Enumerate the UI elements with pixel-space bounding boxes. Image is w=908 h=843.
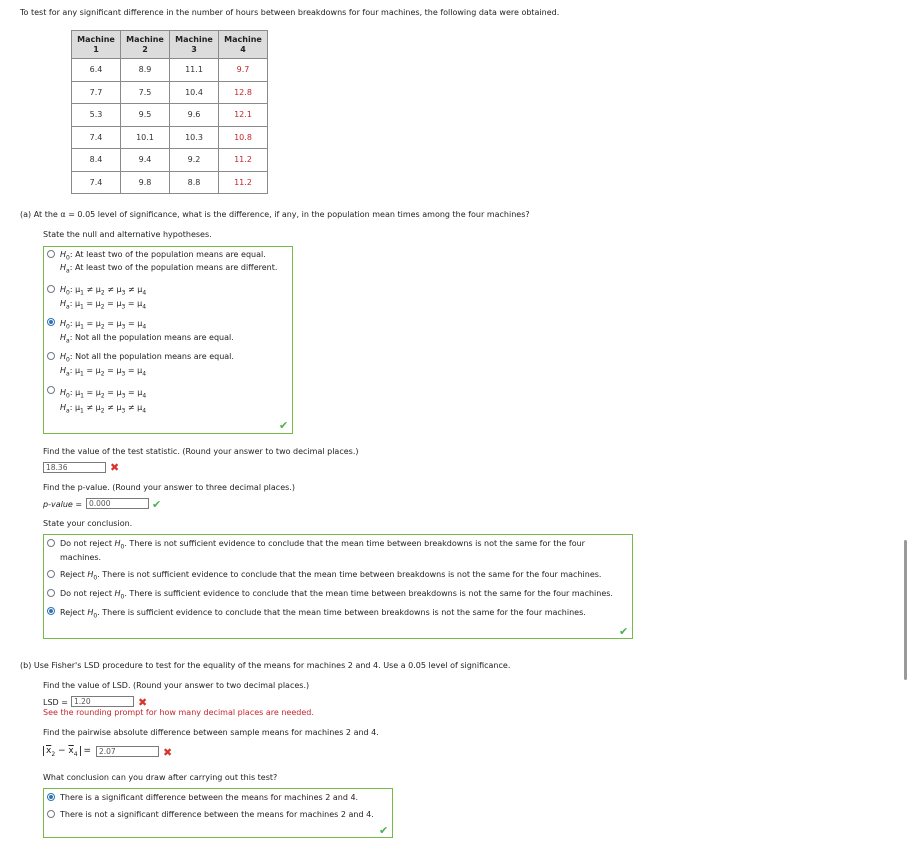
table-cell-machine-4: 12.8 — [219, 81, 268, 104]
pvalue-prompt: Find the p-value. (Round your answer to three decimal places.) — [43, 483, 295, 492]
lsd-rounding-hint: See the rounding prompt for how many decimal places are needed. — [43, 708, 314, 717]
header-machine-3: Machine 3 — [170, 31, 219, 59]
table-cell-machine-2: 9.4 — [121, 149, 170, 172]
table-row — [72, 59, 268, 82]
test-stat-input[interactable] — [43, 462, 106, 473]
hyp-option-2-radio[interactable] — [47, 285, 55, 293]
table-row — [72, 81, 268, 104]
conclusion-option-1-label-line2: machines. — [60, 553, 102, 562]
lsd-label: LSD = — [43, 698, 68, 707]
conclusion-option-3-label: Do not reject $H_0$. There is sufficient evidence to conclude that the mean time between breakdowns is not the same for the four machines. — [60, 589, 613, 601]
table-cell-machine-4: 11.2 — [219, 171, 268, 194]
hyp-option-3-h0: $H_0$: $\mu_1 = \mu_2 = \mu_3 = \mu_4$ — [60, 319, 147, 331]
data-table — [71, 30, 268, 194]
table-cell-machine-2: 9.5 — [121, 104, 170, 127]
abs-diff-expression: $\overline{x}_2 - \overline{x}_4$ = — [43, 746, 91, 758]
table-cell-machine-4: 11.2 — [219, 149, 268, 172]
diff-incorrect-icon: ✖ — [163, 746, 173, 759]
test-stat-prompt: Find the value of the test statistic. (Round your answer to two decimal places.) — [43, 447, 359, 456]
hypotheses-prompt: State the null and alternative hypotheses. — [43, 230, 212, 239]
lsd-conclusion-correct-icon: ✔ — [379, 824, 389, 837]
table-cell-machine-2: 9.8 — [121, 171, 170, 194]
lsd-option-2-radio[interactable] — [47, 810, 55, 818]
table-cell-machine-1: 8.4 — [72, 149, 121, 172]
header-machine-2: Machine 2 — [121, 31, 170, 59]
table-row — [72, 149, 268, 172]
table-cell-machine-3: 9.6 — [170, 104, 219, 127]
conclusion-correct-icon: ✔ — [619, 625, 629, 638]
header-machine-1: Machine 1 — [72, 31, 121, 59]
hyp-option-4-ha: $H_a$: $\mu_1 = \mu_2 = \mu_3 = \mu_4$ — [60, 366, 147, 378]
table-row — [72, 104, 268, 127]
table-cell-machine-3: 8.8 — [170, 171, 219, 194]
conclusion-prompt: State your conclusion. — [43, 519, 133, 528]
table-header-row — [72, 31, 268, 59]
hyp-option-4-h0: $H_0$: Not all the population means are equal. — [60, 352, 234, 364]
table-cell-machine-3: 10.3 — [170, 126, 219, 149]
conclusion-option-2-label: Reject $H_0$. There is not sufficient evidence to conclude that the mean time between breakdowns is not the same for the four machines. — [60, 570, 602, 582]
lsd-option-1-label: There is a significant difference between the means for machines 2 and 4. — [60, 793, 359, 802]
table-cell-machine-1: 7.7 — [72, 81, 121, 104]
table-row — [72, 126, 268, 149]
table-cell-machine-3: 9.2 — [170, 149, 219, 172]
conclusion-option-2-radio[interactable] — [47, 570, 55, 578]
hyp-option-4-radio[interactable] — [47, 352, 55, 360]
lsd-input[interactable] — [71, 696, 134, 707]
table-cell-machine-3: 11.1 — [170, 59, 219, 82]
table-cell-machine-2: 10.1 — [121, 126, 170, 149]
table-cell-machine-2: 8.9 — [121, 59, 170, 82]
hyp-option-2-h0: $H_0$: $\mu_1 \ne \mu_2 \ne \mu_3 \ne \mu_4$ — [60, 285, 147, 297]
diff-input[interactable] — [96, 746, 159, 757]
hyp-option-5-ha: $H_a$: $\mu_1 \ne \mu_2 \ne \mu_3 \ne \mu_4$ — [60, 403, 147, 415]
hypotheses-correct-icon: ✔ — [279, 419, 289, 432]
pvalue-label: p-value = — [43, 500, 83, 509]
conclusion-option-1-radio[interactable] — [47, 539, 55, 547]
part-a-question: (a) At the α = 0.05 level of significance, what is the difference, if any, in the population mean times among the four machines? — [20, 210, 530, 219]
table-cell-machine-4: 12.1 — [219, 104, 268, 127]
conclusion-option-3-radio[interactable] — [47, 589, 55, 597]
pvalue-input[interactable] — [86, 498, 149, 509]
hyp-option-1-radio[interactable] — [47, 250, 55, 258]
hyp-option-5-radio[interactable] — [47, 386, 55, 394]
pvalue-correct-icon: ✔ — [152, 498, 162, 511]
table-cell-machine-4: 9.7 — [219, 59, 268, 82]
lsd-option-1-radio[interactable] — [47, 793, 55, 801]
conclusion-option-4-label: Reject $H_0$. There is sufficient evidence to conclude that the mean time between breakdowns is not the same for the four machines. — [60, 608, 586, 620]
lsd-incorrect-icon: ✖ — [138, 696, 148, 709]
table-cell-machine-1: 5.3 — [72, 104, 121, 127]
test-stat-incorrect-icon: ✖ — [110, 461, 120, 474]
table-cell-machine-1: 6.4 — [72, 59, 121, 82]
hyp-option-1-h0: $H_0$: At least two of the population means are equal. — [60, 250, 266, 262]
header-machine-4: Machine 4 — [219, 31, 268, 59]
hyp-option-5-h0: $H_0$: $\mu_1 = \mu_2 = \mu_3 = \mu_4$ — [60, 388, 147, 400]
hyp-option-3-radio[interactable] — [47, 318, 55, 326]
part-b-question: (b) Use Fisher's LSD procedure to test for the equality of the means for machines 2 and 4. Use a 0.05 level of significance. — [20, 661, 511, 670]
hyp-option-2-ha: $H_a$: $\mu_1 = \mu_2 = \mu_3 = \mu_4$ — [60, 299, 147, 311]
hyp-option-3-ha: $H_a$: Not all the population means are equal. — [60, 333, 234, 345]
lsd-option-2-label: There is not a significant difference between the means for machines 2 and 4. — [60, 810, 374, 819]
lsd-conclusion-prompt: What conclusion can you draw after carrying out this test? — [43, 773, 278, 782]
lsd-prompt: Find the value of LSD. (Round your answer to two decimal places.) — [43, 681, 310, 690]
table-cell-machine-3: 10.4 — [170, 81, 219, 104]
page-scrollbar[interactable] — [904, 540, 907, 680]
table-cell-machine-4: 10.8 — [219, 126, 268, 149]
hyp-option-1-ha: $H_a$: At least two of the population means are different. — [60, 263, 278, 275]
conclusion-option-4-radio[interactable] — [47, 607, 55, 615]
table-cell-machine-1: 7.4 — [72, 171, 121, 194]
table-cell-machine-1: 7.4 — [72, 126, 121, 149]
conclusion-option-1-label: Do not reject $H_0$. There is not sufficient evidence to conclude that the mean time between breakdowns is not the same for the four — [60, 539, 585, 551]
diff-prompt: Find the pairwise absolute difference between sample means for machines 2 and 4. — [43, 728, 379, 737]
table-cell-machine-2: 7.5 — [121, 81, 170, 104]
table-row — [72, 171, 268, 194]
problem-intro: To test for any significant difference in the number of hours between breakdowns for four machines, the following data were obtained. — [20, 8, 560, 17]
